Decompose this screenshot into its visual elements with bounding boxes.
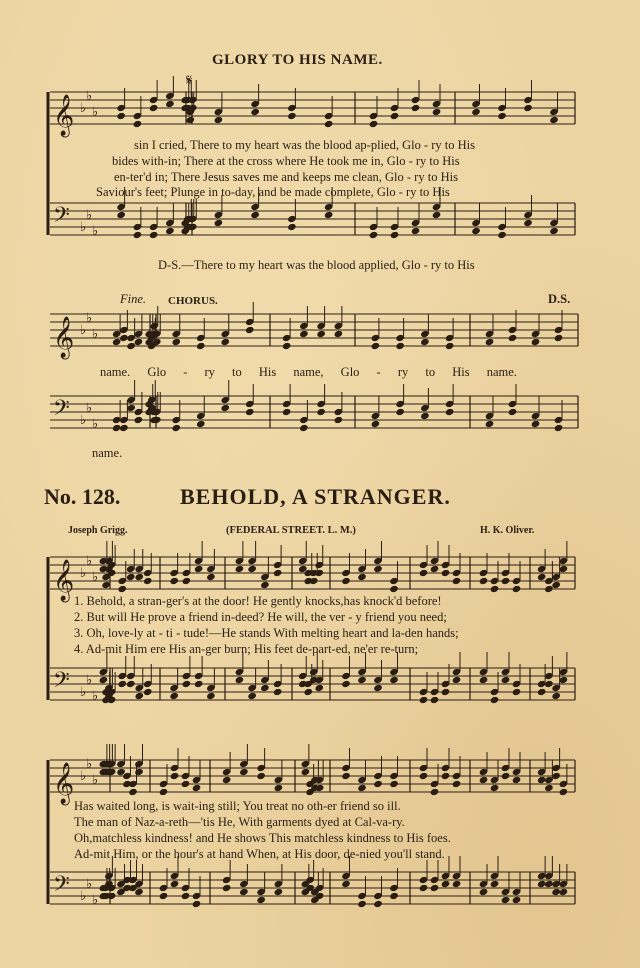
note-head [512,896,522,904]
note-head [128,788,138,796]
note-head [247,692,257,700]
note-head [559,888,569,896]
note-head [411,227,421,235]
hymn-author: Joseph Grigg. [68,525,128,536]
note-head [485,420,495,428]
note-head [531,420,541,428]
hymn-verse-4b: Ad-mit Him, or the hour's at hand When, at His door, de-nied you'll stand. [74,847,445,861]
flat-icon: ♭ [92,417,99,432]
note-head [133,120,143,128]
flat-icon: ♭ [92,224,99,239]
verse-line-4: Saviour's feet; Plunge in to-day, and be made complete, Glo - ry to His [96,185,450,199]
note-head [112,424,122,432]
note-head [452,577,462,585]
note-head [551,581,561,589]
note-head [441,772,451,780]
note-head [544,784,554,792]
note-head [133,231,143,239]
note-head [419,696,429,704]
note-head [508,334,518,342]
note-head [314,569,324,577]
note-head [411,104,421,112]
note-head [134,416,144,424]
note-head [194,565,204,573]
note-head [501,772,511,780]
flat-icon: ♭ [80,413,87,428]
note-head [301,768,311,776]
note-head [99,565,109,573]
note-head [537,776,547,784]
note-head [551,888,561,896]
note-head [239,888,249,896]
note-head [369,231,379,239]
flat-icon: ♭ [92,689,99,704]
note-head [452,780,462,788]
note-head [479,676,489,684]
note-head [119,424,129,432]
note-head [235,676,245,684]
flat-icon: ♭ [80,220,87,235]
note-head [182,577,192,585]
note-head [126,342,136,350]
note-head [445,342,455,350]
treble-clef-icon: 𝄞 [53,95,75,136]
note-head [126,680,136,688]
note-head [341,577,351,585]
note-head [485,338,495,346]
note-head [430,788,440,796]
hymn-verse-1a: 1. Behold, a stran-ger's at the door! He gently knocks,has knock'd before! [74,594,442,608]
note-head [419,772,429,780]
note-head [420,338,430,346]
note-head [551,692,561,700]
chorus-label: CHORUS. [168,295,218,307]
note-head [171,338,181,346]
hymn-verse-2a: 2. But will He prove a friend in-deed? He will, the ver - y friend you need; [74,610,447,624]
note-head [206,692,216,700]
bass-clef-icon: 𝄢 [53,872,70,902]
note-head [549,116,559,124]
note-head [523,104,533,112]
note-head [501,896,511,904]
note-head [373,780,383,788]
note-head [220,338,230,346]
note-head [214,116,224,124]
flat-icon: ♭ [92,893,99,908]
note-head [222,884,232,892]
note-head [430,696,440,704]
note-head [181,780,191,788]
note-head [490,880,500,888]
hymn-verse-4a: 4. Ad-mit Him ere His an-ger burn; His feet de-part-ed, ne'er re-turn; [74,642,419,656]
flat-icon: ♭ [92,570,99,585]
note-head [222,776,232,784]
note-head [256,772,266,780]
note-head [274,784,284,792]
note-head [170,772,180,780]
note-head [316,330,326,338]
note-head [497,231,507,239]
note-head [112,338,122,346]
bass-clef-icon: 𝄢 [53,203,70,233]
note-head [452,880,462,888]
segno-sign: 𝄋 [186,73,193,89]
note-head [316,408,326,416]
note-head [441,880,451,888]
note-head [334,330,344,338]
note-head [165,227,175,235]
note-head [116,112,126,120]
note-head [508,408,518,416]
note-head [170,880,180,888]
note-head [143,688,153,696]
note-head [239,768,249,776]
note-head [341,772,351,780]
note-head [512,776,522,784]
note-head [430,565,440,573]
note-head [490,585,500,593]
note-head [430,884,440,892]
note-head [389,585,399,593]
note-head [389,780,399,788]
note-head [544,880,554,888]
note-head [116,211,126,219]
note-head [373,565,383,573]
note-head [512,688,522,696]
note-head [512,585,522,593]
note-head [419,569,429,577]
note-head [324,120,334,128]
note-head [299,330,309,338]
treble-clef-icon: 𝄞 [53,763,75,804]
flat-icon: ♭ [86,877,93,892]
note-head [490,784,500,792]
note-head [419,884,429,892]
note-head [452,676,462,684]
note-head [549,227,559,235]
note-head [235,565,245,573]
note-head [260,581,270,589]
flat-icon: ♭ [92,105,99,120]
note-head [119,334,129,342]
note-head [523,219,533,227]
note-head [165,100,175,108]
note-head [559,788,569,796]
treble-clef-icon: 𝄞 [53,317,75,358]
flat-icon: ♭ [86,757,93,772]
note-head [341,680,351,688]
chorus-bass-lyric: name. [92,446,123,460]
note-head [274,888,284,896]
note-head [324,211,334,219]
note-head [432,108,442,116]
note-head [117,585,127,593]
hymn-verse-3a: 3. Oh, love-ly at - ti - tude!—He stands With melting heart and la-den hands; [74,626,459,640]
note-head [196,420,206,428]
note-head [479,888,489,896]
treble-clef-icon: 𝄞 [53,560,75,601]
note-head [214,219,224,227]
note-head [194,680,204,688]
note-head [247,565,257,573]
note-head [273,569,283,577]
note-head [260,684,270,692]
chorus-treble-lyric: name. Glo - ry to His name, Glo - ry to His name. [100,365,517,379]
song-title: GLORY TO HIS NAME. [212,52,383,68]
note-head [134,573,144,581]
verse-line-3: en-ter'd in; There Jesus saves me and keeps me clean, Glo - ry to His [114,170,458,184]
verse-line-1: sin I cried, There to my heart was the blood ap-plied, Glo - ry to His [134,138,476,152]
hymn-title: BEHOLD, A STRANGER. [180,484,451,509]
note-head [479,577,489,585]
note-head [185,116,195,124]
note-head [445,408,455,416]
note-head [245,408,255,416]
note-head [537,880,547,888]
note-head [420,412,430,420]
note-head [134,338,144,346]
hymn-verse-3b: Oh,matchless kindness! and He shows This matchless kindness to His foes. [74,831,451,845]
flat-icon: ♭ [80,101,87,116]
note-head [341,880,351,888]
note-head [196,342,206,350]
bass-clef-icon: 𝄢 [53,668,70,698]
note-head [373,684,383,692]
note-head [287,112,297,120]
verse-line-2: bides with-in; There at the cross where He took me in, Glo - ry to His [112,154,460,168]
note-head [357,573,367,581]
note-head [501,676,511,684]
note-head [149,104,159,112]
note-head [149,231,159,239]
note-head [314,684,324,692]
note-head [192,784,202,792]
hymn-number: No. 128. [44,484,121,509]
flat-icon: ♭ [92,773,99,788]
flat-icon: ♭ [86,554,93,569]
note-head [206,573,216,581]
note-head [441,569,451,577]
fine-label: Fine. [120,292,147,306]
bass-clef-icon: 𝄢 [53,396,70,426]
note-head [371,420,381,428]
flat-icon: ♭ [80,889,87,904]
note-head [169,692,179,700]
note-head [159,788,169,796]
note-head [371,342,381,350]
note-head [441,688,451,696]
note-head [181,892,191,900]
note-head [390,231,400,239]
ds-lyric-line: D-S.—There to my heart was the blood applied, Glo - ry to His [158,258,475,272]
note-head [220,404,230,412]
note-head [250,108,260,116]
note-head [182,680,192,688]
note-head [250,211,260,219]
note-head [334,416,344,424]
flat-icon: ♭ [80,685,87,700]
ds-label: D.S. [548,292,571,306]
note-head [544,585,554,593]
note-head [537,688,547,696]
note-head [192,900,202,908]
note-head [554,424,564,432]
note-head [117,680,127,688]
note-head [490,696,500,704]
note-head [143,577,153,585]
note-head [389,892,399,900]
note-head [501,577,511,585]
flat-icon: ♭ [80,566,87,581]
flat-icon: ♭ [92,327,99,342]
note-head [309,577,319,585]
note-head [395,342,405,350]
note-head [369,120,379,128]
hymn-verse-1b: Has waited long, is wait-ing still; You treat no oth-er friend so ill. [74,799,401,813]
note-head [537,573,547,581]
flat-icon: ♭ [86,89,93,104]
note-head [497,112,507,120]
note-head [282,342,292,350]
flat-icon: ♭ [86,673,93,688]
note-head [357,676,367,684]
flat-icon: ♭ [80,323,87,338]
flat-icon: ♭ [86,311,93,326]
note-head [432,211,442,219]
note-head [479,776,489,784]
note-head [273,688,283,696]
note-head [134,768,144,776]
note-head [171,424,181,432]
note-head [256,896,266,904]
note-head [303,688,313,696]
note-head [282,408,292,416]
note-head [471,227,481,235]
flat-icon: ♭ [86,208,93,223]
note-head [395,408,405,416]
note-head [299,424,309,432]
note-head [389,676,399,684]
note-head [245,326,255,334]
note-head [169,577,179,585]
note-head [357,900,367,908]
hymn-composer: H. K. Oliver. [480,525,535,536]
note-head [287,223,297,231]
note-head [531,338,541,346]
note-head [390,112,400,120]
note-head [471,108,481,116]
hymn-verse-2b: The man of Naz-a-reth—'tis He, With garments dyed at Cal-va-ry. [74,815,405,829]
note-head [159,892,169,900]
note-head [126,573,136,581]
note-head [99,676,109,684]
note-head [357,784,367,792]
flat-icon: ♭ [86,401,93,416]
note-head [373,900,383,908]
note-head [554,334,564,342]
note-head [134,692,144,700]
hymn-tune: (FEDERAL STREET. L. M.) [226,525,356,536]
flat-icon: ♭ [80,769,87,784]
